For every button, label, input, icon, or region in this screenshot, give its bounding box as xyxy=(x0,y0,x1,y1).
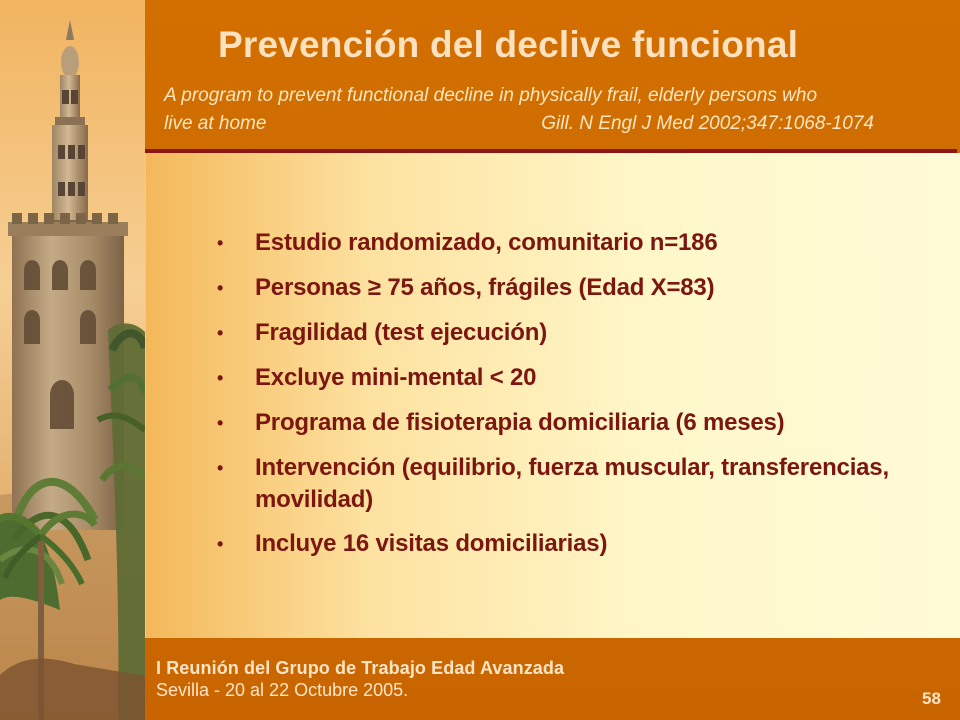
tower-illustration xyxy=(0,0,145,720)
event-name: I Reunión del Grupo de Trabajo Edad Avanzada xyxy=(156,658,565,678)
bullet-list xyxy=(217,227,907,560)
bullet-dot-icon: • xyxy=(217,413,224,433)
bullet-text: Estudio randomizado, comunitario n=186 xyxy=(255,229,718,256)
bullet-text: Intervención (equilibrio, fuerza muscular, transferencias, movilidad) xyxy=(255,454,889,513)
subtitle-block xyxy=(164,82,934,138)
bullet-text: Personas ≥ 75 años, frágiles (Edad X=83) xyxy=(255,274,715,301)
bullet-text: Fragilidad (test ejecución) xyxy=(255,319,547,346)
bullet-text: Programa de fisioterapia domiciliaria (6 meses) xyxy=(255,409,785,436)
bullet-item xyxy=(217,528,907,560)
header-divider xyxy=(145,149,957,153)
bullet-dot-icon: • xyxy=(217,534,224,554)
bullet-dot-icon: • xyxy=(217,278,224,298)
bullet-dot-icon: • xyxy=(217,233,224,253)
bullet-item xyxy=(217,227,907,259)
citation-text: Gill. N Engl J Med 2002;347:1068-1074 xyxy=(541,113,874,134)
subtitle-live-at-home: live at home xyxy=(164,113,267,134)
bullet-item xyxy=(217,272,907,304)
subtitle-line-2 xyxy=(164,110,924,138)
page-number: 58 xyxy=(922,689,941,708)
bullet-text: Excluye mini-mental < 20 xyxy=(255,364,537,391)
footer xyxy=(156,657,564,701)
bullet-dot-icon: • xyxy=(217,458,224,478)
bullet-dot-icon: • xyxy=(217,323,224,343)
bullet-text: Incluye 16 visitas domiciliarias) xyxy=(255,530,608,557)
event-place-date: Sevilla - 20 al 22 Octubre 2005. xyxy=(156,680,409,700)
bullet-item xyxy=(217,362,907,394)
bullet-dot-icon: • xyxy=(217,368,224,388)
bullet-item xyxy=(217,317,907,349)
torre-del-oro-photo xyxy=(0,0,145,720)
slide-title: Prevención del declive funcional xyxy=(218,24,799,65)
bullet-item xyxy=(217,407,907,439)
bullet-item xyxy=(217,452,907,516)
subtitle-line-1: A program to prevent functional decline in physically frail, elderly persons who xyxy=(164,85,818,106)
